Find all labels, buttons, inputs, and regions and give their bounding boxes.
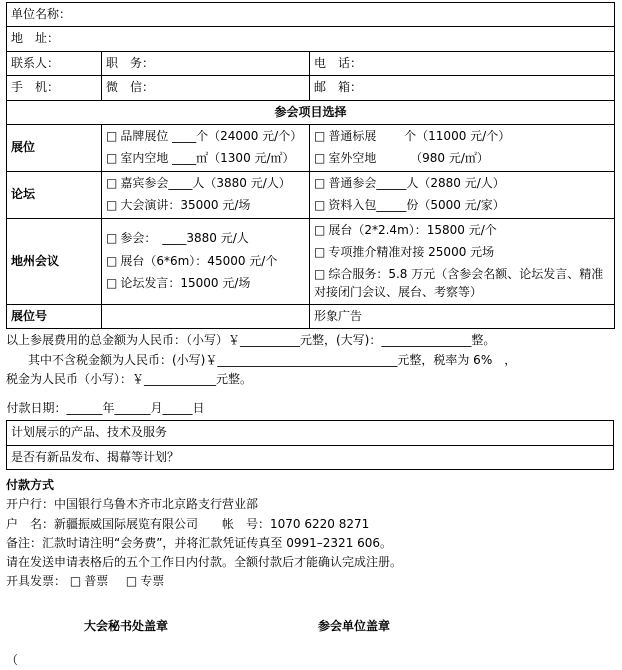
- table-row: [7, 397, 614, 421]
- checkbox-option[interactable]: □ 大会演讲：35000 元/场: [106, 197, 305, 214]
- table-row: [7, 421, 614, 445]
- prefecture-options-right: [310, 218, 615, 305]
- table-row: [7, 305, 615, 329]
- wechat-field[interactable]: 微 信：: [102, 76, 310, 100]
- booth-number-field[interactable]: [102, 305, 310, 329]
- payment-deadline-line: 请在发送申请表格后的五个工作日内付款。全额付款后才能确认完成注册。: [6, 554, 403, 569]
- payment-date-line[interactable]: 付款日期：______年______月_____日: [6, 401, 205, 416]
- checkbox-normal-invoice[interactable]: □ 普票: [70, 574, 108, 588]
- table-row: [7, 218, 615, 305]
- checkbox-option[interactable]: □ 参会： ____3880 元/人: [106, 230, 305, 247]
- booth-options-right: [310, 124, 615, 171]
- tail-text: （: [6, 652, 19, 667]
- booth-options-left: [102, 124, 310, 171]
- forum-options-right: [310, 171, 615, 218]
- participant-stamp-label: 参会单位盖章: [318, 619, 391, 634]
- prefecture-options-left: [102, 218, 310, 305]
- checkbox-option[interactable]: □ 资料入包_____份（5000 元/家）: [314, 197, 610, 214]
- remark-line: 备注：汇款时请注明“会务费”，并将汇款凭证传真至 0991–2321 606。: [6, 535, 393, 550]
- checkbox-option[interactable]: □ 论坛发言：15000 元/场: [106, 275, 305, 292]
- checkbox-option[interactable]: □ 展台（2*2.4m）：15800 元/个: [314, 222, 610, 239]
- table-row: [7, 27, 615, 51]
- table-row: [7, 100, 615, 124]
- table-row: [7, 51, 615, 75]
- mobile-field[interactable]: 手 机：: [7, 76, 102, 100]
- checkbox-special-invoice[interactable]: □ 专票: [126, 574, 164, 588]
- invoice-row: [6, 572, 614, 591]
- checkbox-option[interactable]: □ 普通标展 个（11000 元/个）: [314, 128, 610, 145]
- signature-row: [6, 617, 614, 636]
- section-title: 参会项目选择: [7, 100, 615, 124]
- email-field[interactable]: 邮 箱：: [310, 76, 615, 100]
- secretariat-stamp-label: 大会秘书处盖章: [84, 619, 169, 634]
- address-field[interactable]: 地 址：: [7, 27, 615, 51]
- new-product-launch-field[interactable]: 是否有新品发布、揭幕等计划？: [7, 445, 614, 469]
- table-row: [7, 445, 614, 469]
- booth-number-label: 展位号: [7, 305, 102, 329]
- checkbox-option[interactable]: □ 综合服务：5.8 万元（含参会名额、论坛发言、精准对接闭门会议、展台、考察等）: [314, 266, 610, 301]
- checkbox-option[interactable]: □ 室内空地 ____㎡（1300 元/㎡）: [106, 150, 305, 167]
- tax-exclusive-line: 其中不含税金额为人民币：(小写)￥______________________________元整，税率为 6% ，: [28, 352, 517, 367]
- unit-name-field[interactable]: 单位名称：: [7, 3, 615, 27]
- checkbox-option[interactable]: □ 嘉宾参会____人（3880 元/人）: [106, 175, 305, 192]
- image-ad-label[interactable]: 形象广告: [310, 305, 615, 329]
- invoice-label: 开具发票：: [6, 574, 67, 589]
- forum-options-left: [102, 171, 310, 218]
- table-row: [7, 171, 615, 218]
- planned-products-field[interactable]: 计划展示的产品、技术及服务: [7, 421, 614, 445]
- extra-fields-table: [6, 397, 614, 470]
- group-label-booth: 展位: [7, 124, 102, 171]
- checkbox-option[interactable]: □ 品牌展位 ____个（24000 元/个）: [106, 128, 305, 145]
- account-name-line: 户 名：新疆振威国际展览有限公司 帐 号：1070 6220 8271: [6, 516, 370, 531]
- group-label-prefecture-meeting: 地州会议: [7, 218, 102, 305]
- payment-method-title: 付款方式: [6, 478, 55, 493]
- checkbox-option[interactable]: □ 室外空地 （980 元/㎡）: [314, 150, 610, 167]
- registration-form-table: [6, 2, 615, 329]
- contact-field[interactable]: 联系人：: [7, 51, 102, 75]
- table-row: [7, 76, 615, 100]
- group-label-forum: 论坛: [7, 171, 102, 218]
- tax-amount-line: 税金为人民币（小写）：￥____________元整。: [6, 371, 253, 386]
- table-row: [7, 3, 615, 27]
- total-amount-line: 以上参展费用的总金额为人民币：（小写）￥__________元整，(大写)：_______________整。: [6, 333, 496, 348]
- checkbox-option[interactable]: □ 普通参会_____人（2880 元/人）: [314, 175, 610, 192]
- checkbox-option[interactable]: □ 专项推介精准对接 25000 元场: [314, 244, 610, 261]
- table-row: [7, 124, 615, 171]
- bank-name-line: 开户行：中国银行乌鲁木齐市北京路支行营业部: [6, 497, 259, 512]
- phone-field[interactable]: 电 话：: [310, 51, 615, 75]
- position-field[interactable]: 职 务：: [102, 51, 310, 75]
- below-table-content: [6, 331, 614, 669]
- checkbox-option[interactable]: □ 展台（6*6m）：45000 元/个: [106, 253, 305, 270]
